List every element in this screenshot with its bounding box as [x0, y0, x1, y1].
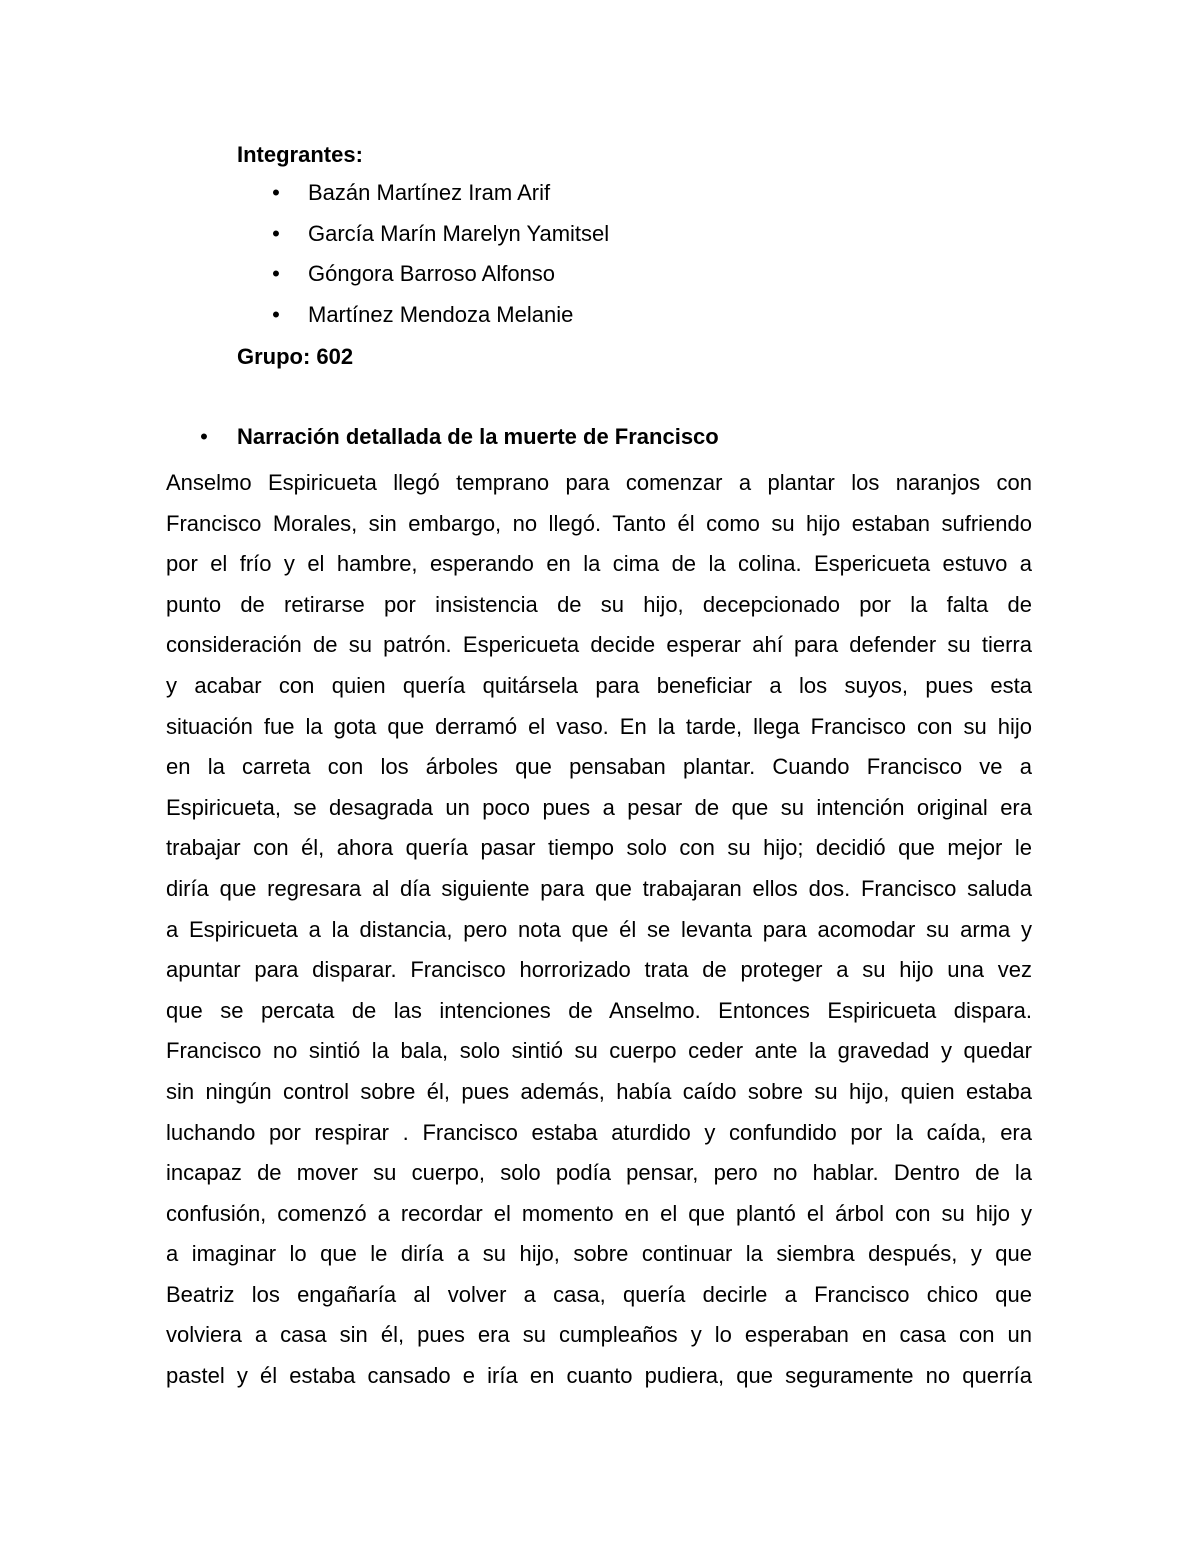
paragraph-line: punto de retirarse por insistencia de su hijo, decepcionado por la falta de — [166, 591, 1032, 617]
paragraph-line: luchando por respirar . Francisco estaba aturdido y confundido por la caída, era — [166, 1119, 1032, 1145]
member-name: Góngora Barroso Alfonso — [308, 261, 556, 286]
paragraph-line: incapaz de mover su cuerpo, solo podía pensar, pero no hablar. Dentro de la — [166, 1160, 1032, 1186]
paragraph-line: situación fue la gota que derramó el vaso. En la tarde, llega Francisco con su hijo — [166, 713, 1032, 739]
section-title: Narración detallada de la muerte de Francisco — [237, 424, 719, 449]
paragraph-line: consideración de su patrón. Espericueta decide esperar ahí para defender su tierra — [166, 632, 1032, 658]
paragraph-line: Espiricueta, se desagrada un poco pues a pesar de que su intención original era — [166, 794, 1032, 820]
paragraph-line: por el frío y el hambre, esperando en la cima de la colina. Espericueta estuvo a — [166, 551, 1032, 577]
paragraph-line: trabajar con él, ahora quería pasar tiempo solo con su hijo; decidió que mejor le — [166, 835, 1032, 861]
paragraph-line: que se percata de las intenciones de Anselmo. Entonces Espiricueta dispara. — [166, 997, 1032, 1023]
member-name: García Marín Marelyn Yamitsel — [308, 220, 610, 246]
paragraph-line: apuntar para disparar. Francisco horrorizado trata de proteger a su hijo una vez — [166, 957, 1032, 983]
bullet-icon: • — [272, 301, 280, 327]
bullet-icon: • — [272, 261, 280, 286]
paragraph-line: a imaginar lo que le diría a su hijo, sobre continuar la siembra después, y que — [166, 1241, 1032, 1267]
paragraph-line: sin ningún control sobre él, pues además, había caído sobre su hijo, quien estaba — [166, 1078, 1032, 1104]
member-name: Bazán Martínez Iram Arif — [308, 180, 551, 205]
paragraph-line: Francisco Morales, sin embargo, no llegó. Tanto él como su hijo estaban sufriendo — [166, 510, 1032, 536]
bullet-icon: • — [272, 220, 280, 246]
bullet-icon: • — [272, 180, 280, 205]
paragraph-line: y acabar con quien quería quitársela para beneficiar a los suyos, pues esta — [166, 672, 1032, 698]
paragraph-line: Beatriz los engañaría al volver a casa, quería decirle a Francisco chico que — [166, 1281, 1032, 1307]
paragraph-line: Francisco no sintió la bala, solo sintió su cuerpo ceder ante la gravedad y quedar — [166, 1038, 1032, 1064]
paragraph-line: en la carreta con los árboles que pensaban plantar. Cuando Francisco ve a — [166, 754, 1032, 780]
paragraph-line: volviera a casa sin él, pues era su cumpleaños y lo esperaban en casa con un — [166, 1322, 1032, 1348]
paragraph-line: confusión, comenzó a recordar el momento en el que plantó el árbol con su hijo y — [166, 1200, 1032, 1226]
paragraph-line: pastel y él estaba cansado e iría en cuanto pudiera, que seguramente no querría — [166, 1363, 1032, 1389]
paragraph-line: diría que regresara al día siguiente para que trabajaran ellos dos. Francisco saluda — [166, 875, 1032, 901]
section-heading — [197, 422, 719, 452]
paragraph-line: a Espiricueta a la distancia, pero nota que él se levanta para acomodar su arma y — [166, 916, 1032, 942]
members-label: Integrantes: — [237, 142, 363, 167]
paragraph-line: Anselmo Espiricueta llegó temprano para comenzar a plantar los naranjos con — [166, 470, 1032, 495]
member-name: Martínez Mendoza Melanie — [308, 301, 574, 327]
narrative-paragraph — [166, 463, 1032, 1397]
group-label: Grupo: 602 — [237, 344, 354, 369]
bullet-icon: • — [200, 424, 208, 449]
